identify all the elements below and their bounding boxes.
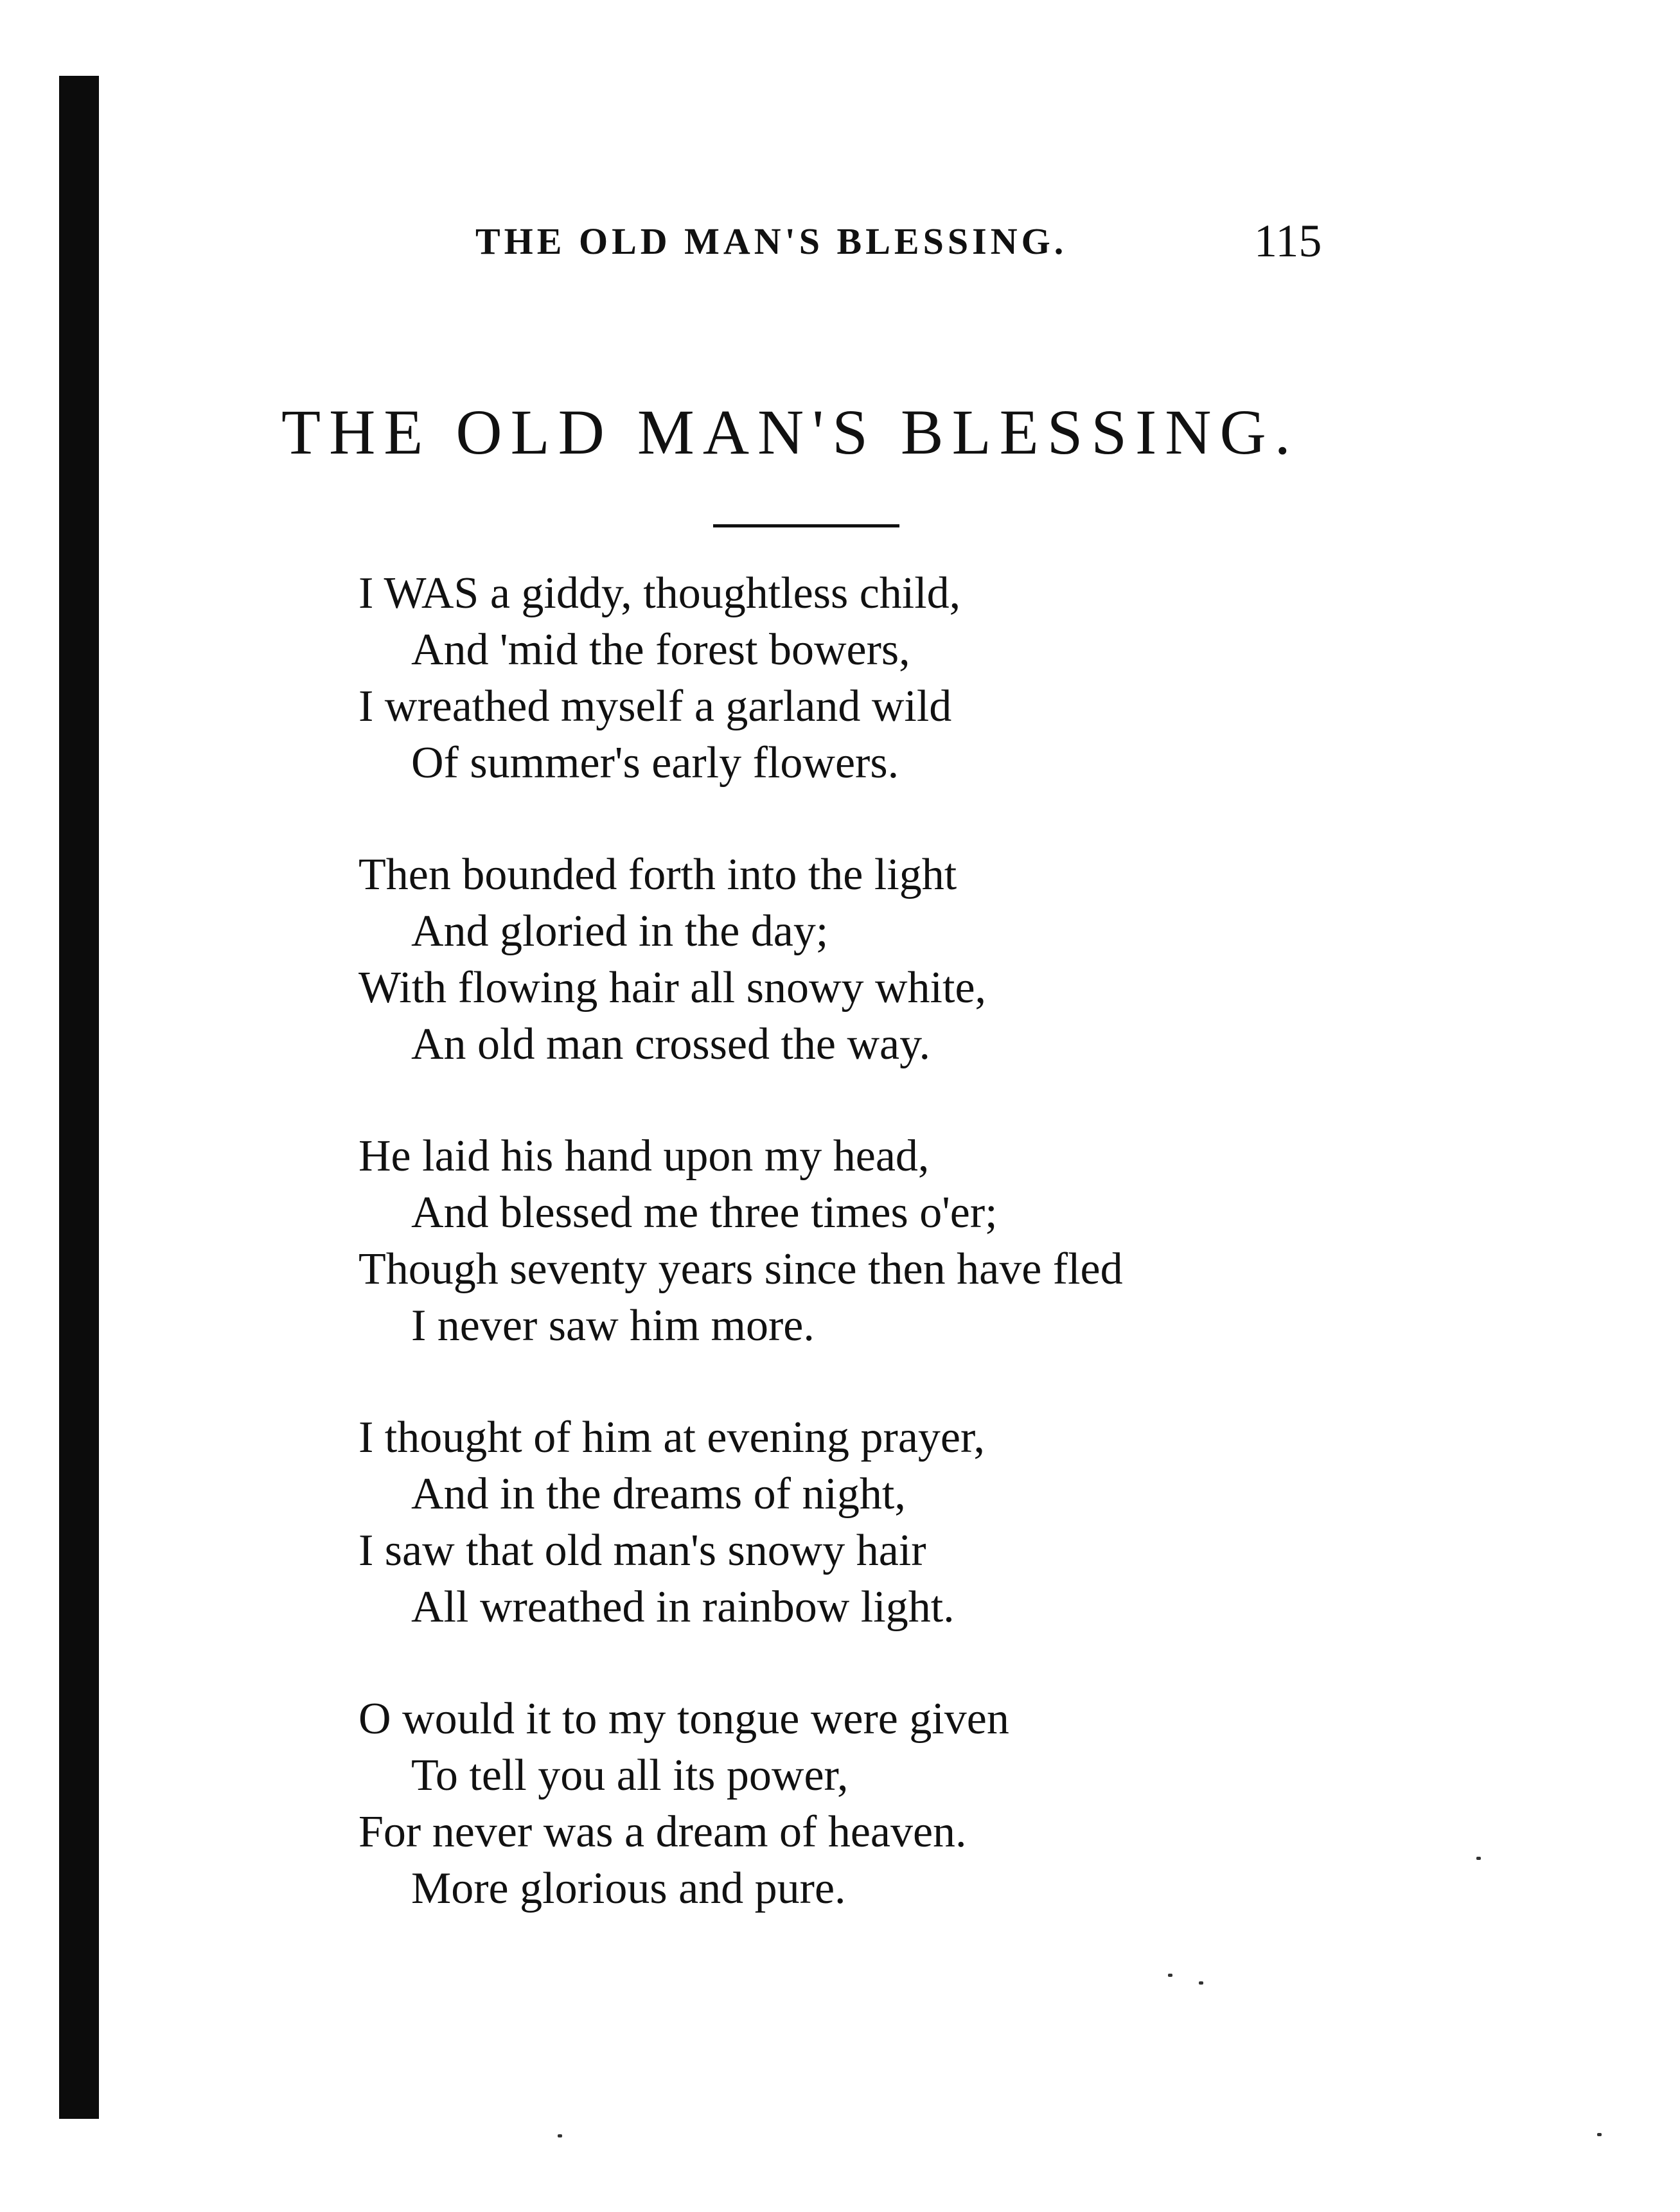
poem-line: He laid his hand upon my head,: [358, 1131, 930, 1181]
title-divider: [713, 524, 899, 527]
print-speck: [1168, 1974, 1172, 1977]
poem-line: O would it to my tongue were given: [358, 1694, 1009, 1744]
poem-line: Then bounded forth into the light: [358, 850, 957, 899]
poem-line: I WAS a giddy, thoughtless child,: [358, 569, 961, 618]
poem-line: Of summer's early flowers.: [411, 738, 899, 788]
poem-line: For never was a dream of heaven.: [358, 1807, 967, 1857]
poem-line: And in the dreams of night,: [411, 1469, 906, 1519]
poem-line: All wreathed in rainbow light.: [411, 1582, 955, 1632]
poem-body: [358, 565, 1451, 1972]
print-speck: [558, 2134, 562, 2137]
poem-line: Though seventy years since then have fled: [358, 1244, 1123, 1294]
running-head-title: THE OLD MAN'S BLESSING.: [475, 220, 1068, 262]
poem-line: I thought of him at evening prayer,: [358, 1413, 985, 1462]
print-speck: [1597, 2133, 1602, 2136]
print-speck: [1199, 1981, 1203, 1985]
page-number: 115: [1254, 215, 1322, 267]
poem-line: And 'mid the forest bowers,: [411, 625, 910, 675]
poem-line: And blessed me three times o'er;: [411, 1188, 998, 1237]
stanza-3: [358, 1128, 1451, 1354]
poem-line: I wreathed myself a garland wild: [358, 682, 952, 731]
stanza-2: [358, 847, 1451, 1073]
poem-line: To tell you all its power,: [411, 1751, 849, 1800]
poem-line: With flowing hair all snowy white,: [358, 963, 987, 1013]
poem-line: I saw that old man's snowy hair: [358, 1526, 926, 1575]
poem-line: An old man crossed the way.: [411, 1020, 931, 1069]
poem-line: More glorious and pure.: [411, 1864, 846, 1913]
page-binding-edge: [59, 76, 99, 2119]
stanza-5: [358, 1691, 1451, 1917]
poem-line: And gloried in the day;: [411, 907, 829, 956]
stanza-4: [358, 1410, 1451, 1636]
poem-line: I never saw him more.: [411, 1301, 815, 1350]
poem-title: THE OLD MAN'S BLESSING.: [281, 396, 1299, 468]
stanza-1: [358, 565, 1451, 792]
print-speck: [1476, 1857, 1481, 1860]
